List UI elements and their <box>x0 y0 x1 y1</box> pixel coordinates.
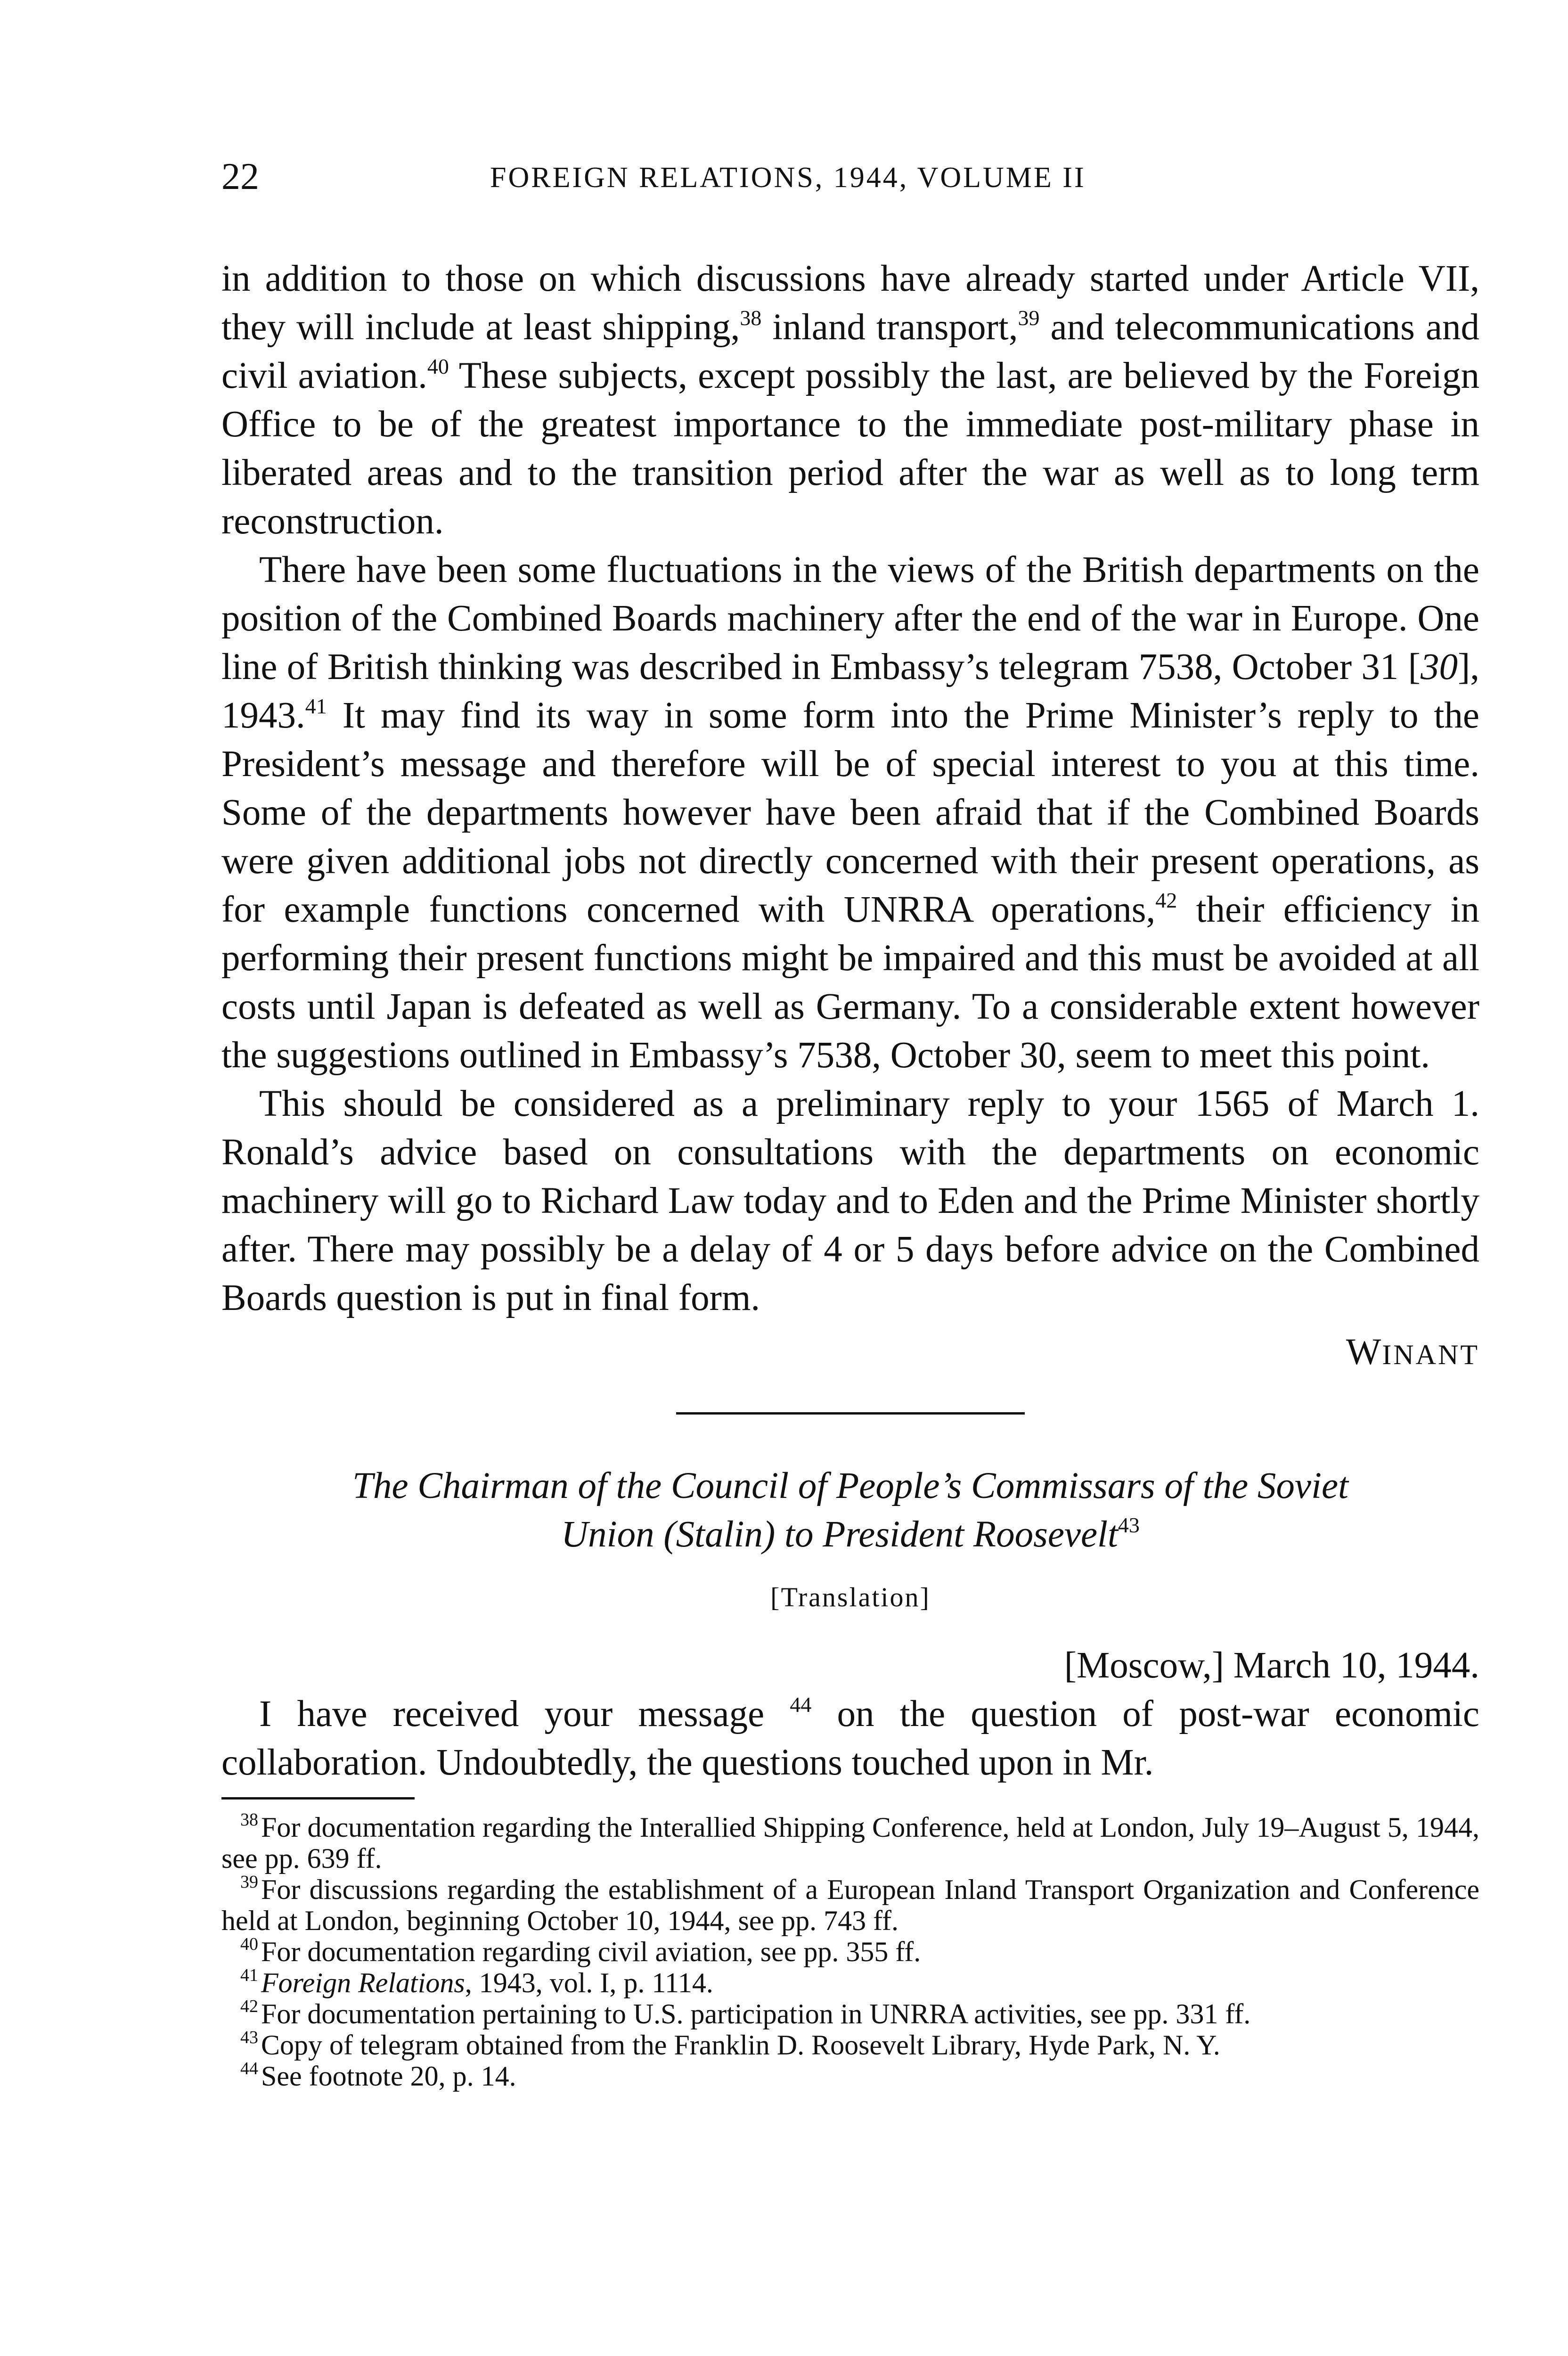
footnote-text: For documentation regarding the Interallied Shipping Conference, held at London, July 19–August 5, 1944, see pp. 639 ff. <box>221 1812 1479 1874</box>
footnote-mark: 41 <box>240 1965 258 1985</box>
text-run: ], 1943. <box>221 646 1479 736</box>
footnote-text: See footnote 20, p. 14. <box>261 2061 516 2092</box>
footnote-text: For documentation regarding civil aviation, see pp. 355 ff. <box>261 1936 921 1967</box>
footnote-39 <box>221 1874 1479 1936</box>
signature-rest: INANT <box>1382 1339 1479 1370</box>
footnote-38 <box>221 1812 1479 1874</box>
signature-winant <box>221 1328 1479 1379</box>
dateline: [Moscow,] March 10, 1944. <box>1064 1645 1479 1686</box>
footnote-41 <box>221 1967 1479 1998</box>
footnote-42 <box>221 1998 1479 2029</box>
text-run: These subjects, except possibly the last, are believed by the Foreign Office to be of the greatest importance to the immediate post-military phase in liberated areas and to the transition period after the war as well as to long term reconstruction. <box>221 355 1479 542</box>
signature-initial: W <box>1346 1332 1382 1373</box>
footnote-rule <box>221 1797 415 1800</box>
document-title <box>221 1462 1479 1559</box>
telegram-body <box>221 254 1479 1322</box>
paragraph-fluctuations <box>221 546 1479 1080</box>
translation-label: [Translation] <box>770 1582 931 1612</box>
text-run: It may find its way in some form into the Prime Minister’s reply to the President’s message and therefore will be of special interest to you at this time. Some of the departments however have been afraid that if the Combined Boards were given additional jobs not directly concerned with their present operations, as for example functions concerned with UNRRA operations, <box>221 695 1479 930</box>
footnote-text: Copy of telegram obtained from the Franklin D. Roosevelt Library, Hyde Park, N. Y. <box>261 2029 1220 2061</box>
footnote-ref-42[interactable]: 42 <box>1155 888 1177 912</box>
running-header <box>221 155 1479 203</box>
footnote-mark: 40 <box>240 1934 258 1954</box>
text-run: inland transport, <box>761 307 1018 348</box>
text-run: Stalin <box>676 1514 763 1555</box>
footnote-ref-40[interactable]: 40 <box>427 354 449 378</box>
running-title: FOREIGN RELATIONS, 1944, VOLUME II <box>490 162 1086 194</box>
paragraph-continuation <box>221 254 1479 546</box>
text-run: their efficiency in performing their present functions might be impaired and this must be avoided at all costs until Japan is defeated as well as Germany. To a considerable extent however the suggestions outlined in Embassy’s 7538, October 30, seem to meet this point. <box>221 889 1479 1076</box>
text-run: in addition to those on which discussions have already started under Article VII, they will include at least shipping, <box>221 258 1479 348</box>
document-page <box>221 155 1479 2092</box>
title-line-1: The Chairman of the Council of People’s Commissars of the Soviet <box>352 1465 1348 1506</box>
text-run: and telecommunications and civil aviation. <box>221 307 1479 396</box>
text-run: on the question of post-war economic collaboration. Undoubtedly, the questions touched upon in Mr. <box>221 1693 1479 1783</box>
text-run: There have been some fluctuations in the views of the British departments on the position of the Combined Boards machinery after the end of the war in Europe. One line of British thinking was described in Embassy’s telegram 7538, October 31 [ <box>221 549 1479 687</box>
footnote-43 <box>221 2029 1479 2061</box>
footnote-mark: 43 <box>240 2028 258 2047</box>
footnote-mark: 42 <box>240 1996 258 2016</box>
footnotes <box>221 1812 1479 2092</box>
footnote-ref-38[interactable]: 38 <box>740 306 762 330</box>
footnote-40 <box>221 1936 1479 1967</box>
footnote-text: For discussions regarding the establishment of a European Inland Transport Organization and Conference held at London, beginning October 10, 1944, see pp. 743 ff. <box>221 1874 1479 1936</box>
footnote-mark: 44 <box>240 2059 258 2078</box>
text-run: I have received your message <box>259 1693 765 1734</box>
footnote-ref-44[interactable]: 44 <box>790 1693 812 1717</box>
date-correction: 30 <box>1420 646 1458 687</box>
footnote-ref-39[interactable]: 39 <box>1018 306 1040 330</box>
footnote-ref-43[interactable]: 43 <box>1118 1513 1140 1537</box>
footnote-ref-41[interactable]: 41 <box>305 694 327 718</box>
footnote-mark: 38 <box>240 1810 258 1830</box>
paragraph-preliminary: This should be considered as a preliminary reply to your 1565 of March 1. Ronald’s advice based on consultations with the departments on economic machinery will go to Richard Law today and to Eden and the Prime Minister shortly after. There may possibly be a delay of 4 or 5 days before advice on the Combined Boards question is put in final form. <box>221 1083 1479 1318</box>
text-run: ) to President Roosevelt <box>762 1514 1118 1555</box>
section-divider <box>676 1412 1025 1415</box>
footnote-mark: 39 <box>240 1872 258 1892</box>
paragraph-message <box>221 1690 1479 1787</box>
text-run: Union ( <box>561 1514 676 1555</box>
footnote-44 <box>221 2061 1479 2092</box>
footnote-italic: Foreign Relations <box>261 1967 465 1998</box>
title-line-2 <box>221 1510 1479 1559</box>
footnote-text: For documentation pertaining to U.S. participation in UNRRA activities, see pp. 331 ff. <box>261 1998 1251 2029</box>
page-number: 22 <box>221 156 259 197</box>
footnote-text: , 1943, vol. I, p. 1114. <box>465 1967 713 1998</box>
stalin-message-body <box>221 1690 1479 1787</box>
